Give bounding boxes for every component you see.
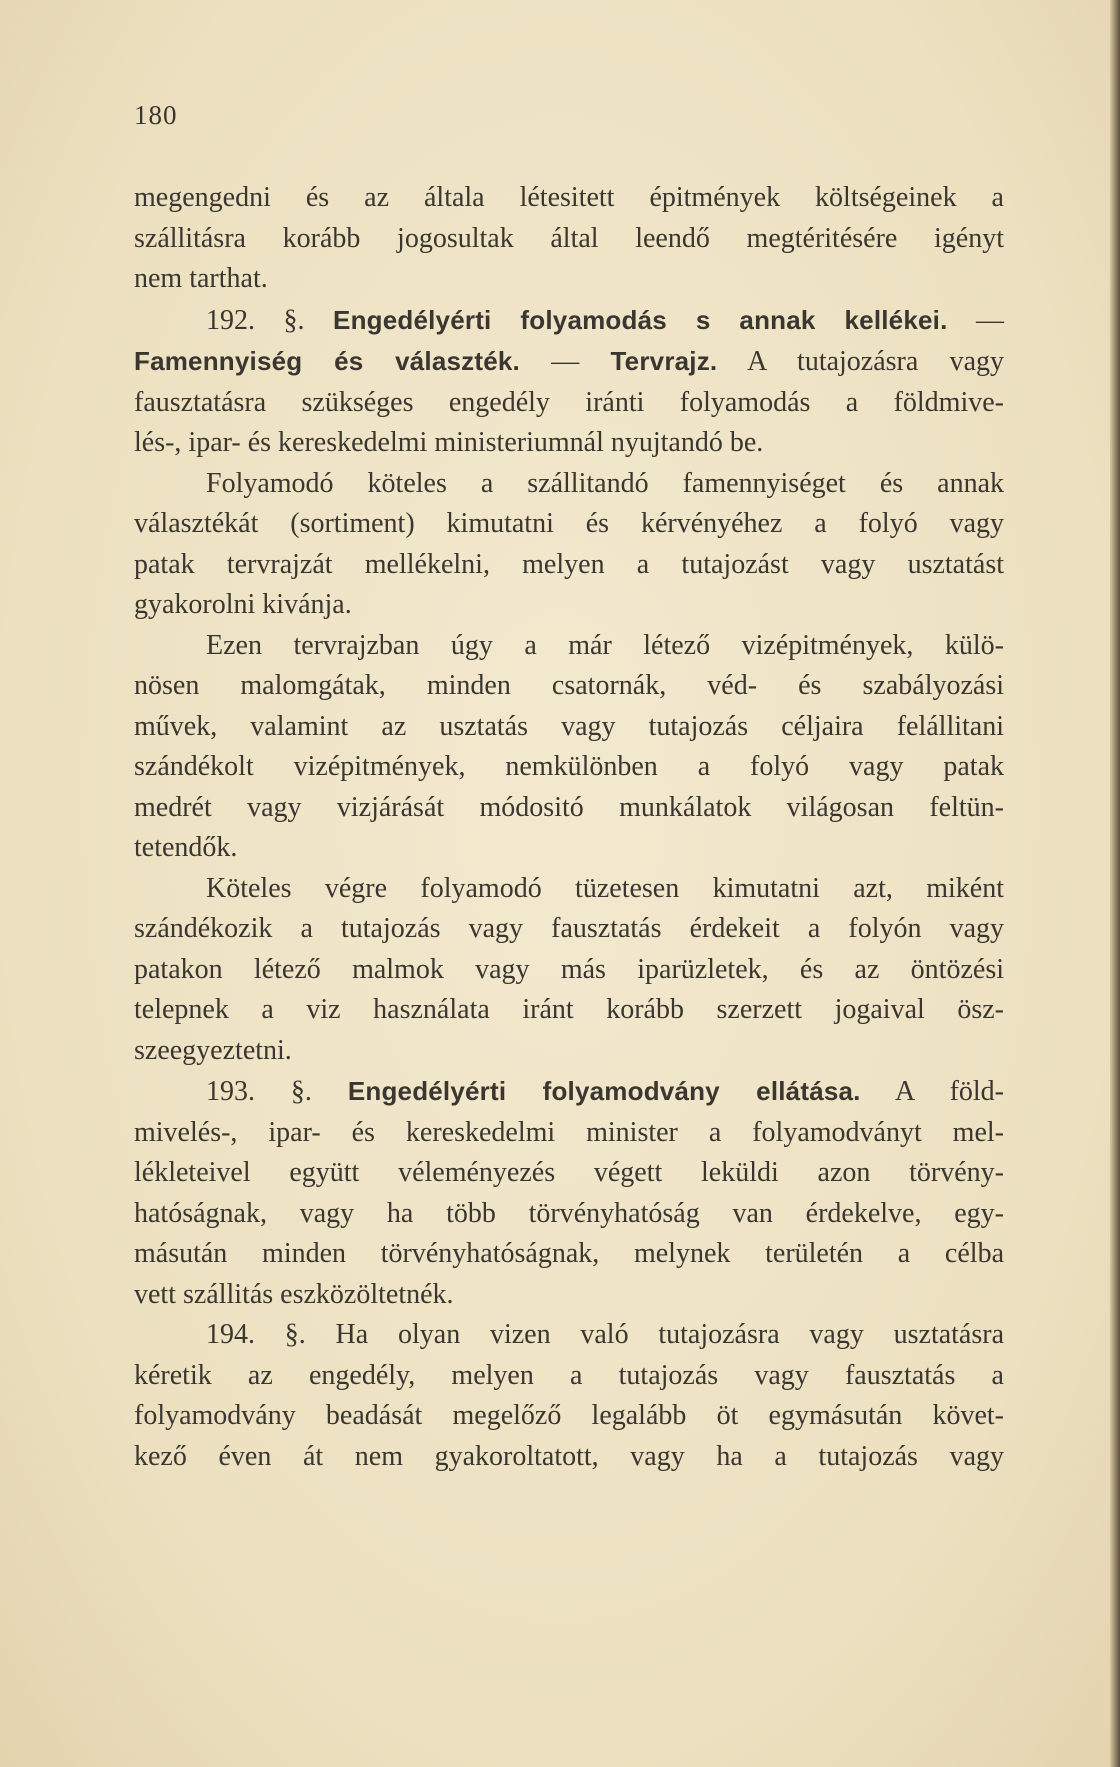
text-segment: gyakorolni kivánja. [134, 589, 352, 620]
text-segment: lékleteivel együtt véleményezés végett leküldi azon törvény- [134, 1157, 1004, 1188]
text-segment: 194. §. Ha olyan vizen való tutajozásra vagy usztatásra [206, 1319, 1004, 1350]
text-line [134, 950, 1004, 991]
text-segment: szándékozik a tutajozás vagy fausztatás érdekeit a folyón vagy [134, 913, 1004, 944]
text-segment: 192. §. [206, 304, 334, 336]
text-segment: kező éven át nem gyakoroltatott, vagy ha a tutajozás vagy [134, 1440, 1004, 1472]
text-line [134, 585, 1004, 626]
text-segment: Ezen tervrajzban úgy a már létező vizépitmények, külö- [206, 629, 1004, 661]
text-line [134, 626, 1004, 667]
text-line [134, 259, 1004, 300]
text-line [134, 300, 1004, 342]
text-segment: másután minden törvényhatóságnak, melynek területén a célba [134, 1238, 1004, 1269]
text-segment: művek, valamint az usztatás vagy tutajozás céljaira felállitani [134, 710, 1004, 742]
text-segment: — [519, 346, 611, 377]
text-line [134, 383, 1004, 424]
text-line [134, 909, 1004, 950]
text-line [134, 1396, 1004, 1437]
text-segment: A föld- [860, 1076, 1004, 1107]
section-heading: Engedélyérti folyamodvány ellátása. [347, 1076, 861, 1106]
text-line [134, 464, 1004, 505]
text-segment: tetendők. [134, 832, 238, 863]
text-segment: vett szállitás eszközöltetnék. [134, 1278, 454, 1310]
text-segment: — [947, 304, 1005, 336]
section-heading: Famennyiség és választék. [134, 346, 520, 376]
text-segment: szándékolt vizépitmények, nemkülönben a folyó vagy patak [134, 751, 1004, 782]
text-segment: szállitásra korább jogosultak által leendő megtéritésére igényt [134, 222, 1004, 254]
text-segment: Köteles végre folyamodó tüzetesen kimutatni azt, miként [206, 872, 1004, 904]
text-line [134, 1275, 1004, 1316]
text-line [134, 341, 1004, 383]
text-line [134, 504, 1004, 545]
text-line [134, 1315, 1004, 1356]
text-segment: medrét vagy vizjárását módositó munkálatok világosan feltün- [134, 791, 1004, 823]
text-line [134, 1113, 1004, 1154]
section-heading: Tervrajz. [610, 346, 718, 376]
text-segment: telepnek a viz használata iránt korább szerzett jogaival ösz- [134, 994, 1004, 1025]
text-line [134, 1437, 1004, 1478]
text-line [134, 219, 1004, 260]
text-segment: nem tarthat. [134, 263, 268, 294]
text-line [134, 1194, 1004, 1235]
text-segment: választékát (sortiment) kimutatni és kérvényéhez a folyó vagy [134, 508, 1004, 539]
text-line [134, 707, 1004, 748]
text-segment: fausztatásra szükséges engedély iránti folyamodás a földmive- [134, 386, 1004, 418]
text-segment: A tutajozásra vagy [717, 346, 1005, 377]
text-segment: szeegyeztetni. [134, 1034, 292, 1066]
text-line [134, 747, 1004, 788]
text-segment: hatóságnak, vagy ha több törvényhatóság van érdekelve, egy- [134, 1197, 1004, 1229]
text-segment: megengedni és az általa létesitett épitmények költségeinek a [134, 182, 1004, 213]
text-line [134, 828, 1004, 869]
text-line [134, 545, 1004, 586]
text-line [134, 1356, 1004, 1397]
text-segment: patakon létező malmok vagy más iparüzletek, és az öntözési [134, 953, 1004, 985]
text-line [134, 1153, 1004, 1194]
body-text [134, 178, 1004, 1477]
text-segment: 193. §. [206, 1076, 348, 1107]
text-segment: folyamodvány beadását megelőző legalább öt egymásután követ- [134, 1400, 1004, 1431]
text-line [134, 1071, 1004, 1113]
text-line [134, 178, 1004, 219]
page-edge-shadow [1110, 0, 1120, 1767]
text-segment: Folyamodó köteles a szállitandó famennyiséget és annak [206, 467, 1004, 499]
text-line [134, 423, 1004, 464]
section-heading: Engedélyérti folyamodás s annak kellékei. [333, 304, 948, 335]
text-line [134, 666, 1004, 707]
text-line [134, 990, 1004, 1031]
text-line [134, 788, 1004, 829]
text-line [134, 869, 1004, 910]
text-segment: mivelés-, ipar- és kereskedelmi minister a folyamodványt mel- [134, 1116, 1004, 1148]
text-segment: patak tervrajzát mellékelni, melyen a tutajozást vagy usztatást [134, 548, 1004, 580]
page-number: 180 [134, 100, 178, 130]
text-segment: nösen malomgátak, minden csatornák, véd- és szabályozási [134, 670, 1004, 701]
text-line [134, 1031, 1004, 1072]
text-line [134, 1234, 1004, 1275]
text-segment: kéretik az engedély, melyen a tutajozás vagy fausztatás a [134, 1359, 1004, 1391]
text-segment: lés-, ipar- és kereskedelmi ministeriumnál nyujtandó be. [134, 427, 764, 458]
